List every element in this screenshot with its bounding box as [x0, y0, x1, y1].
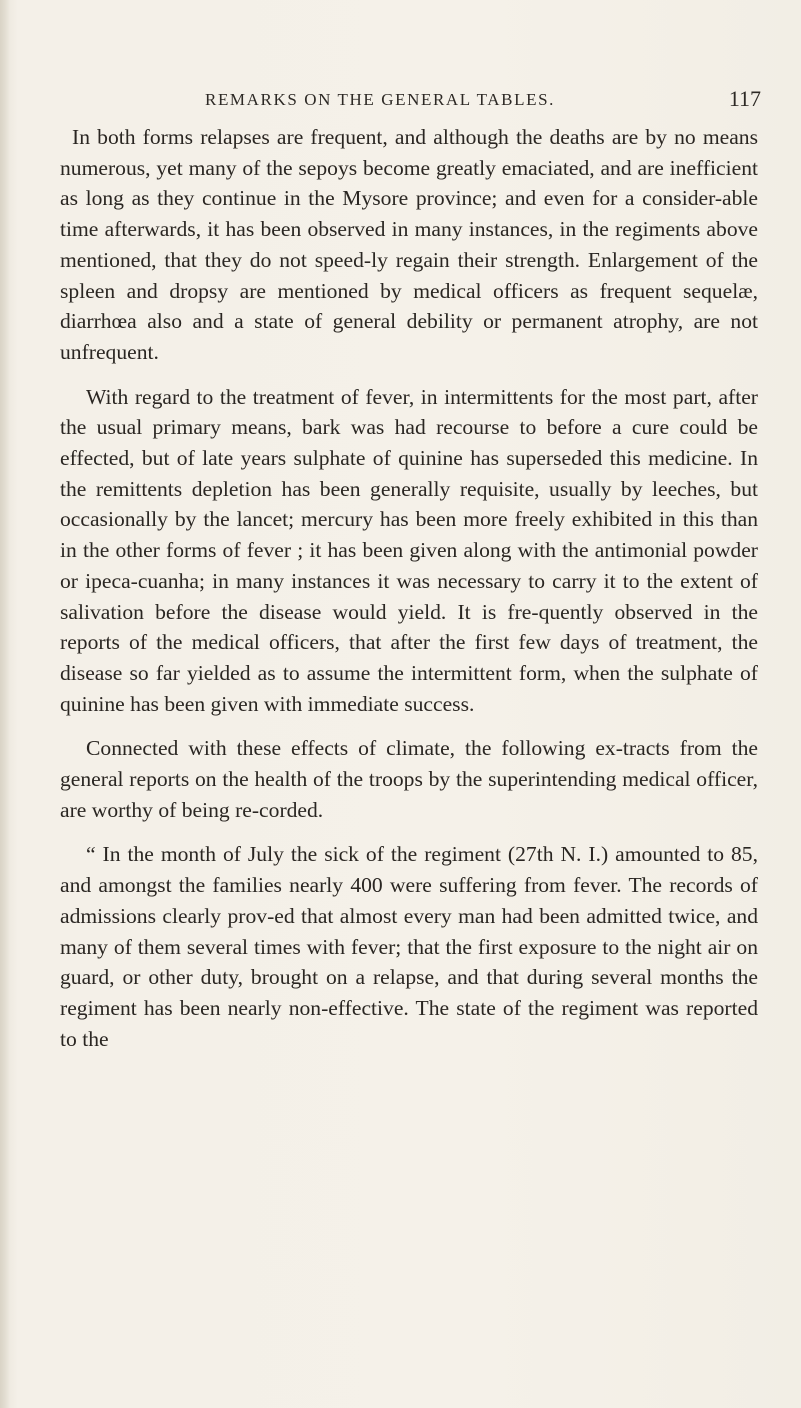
body-text [60, 122, 758, 1068]
paragraph-extracts-intro: Connected with these effects of climate, the following ex-tracts from the general reports on the health of the troops by the superintending medical officer, are worthy of being re-corded. [60, 736, 758, 822]
page-number: 117 [728, 86, 761, 111]
paragraph-relapses: In both forms relapses are frequent, and although the deaths are by no means numerous, yet many of the sepoys become greatly emaciated, and are inefficient as long as they continue in the Mysore province; and even for a consider-able time afterwards, it has been observed in many instances, in the regiments above mentioned, that they do not speed-ly regain their strength. Enlargement of the spleen and dropsy are mentioned by medical officers as frequent sequelæ, diarrhœa also and a state of general debility or permanent atrophy, are not unfrequent. [60, 125, 758, 364]
page-edge-shadow [0, 0, 10, 1408]
paragraph-quotation: “ In the month of July the sick of the regiment (27th N. I.) amounted to 85, and amongst the families nearly 400 were suffering from fever. The records of admissions clearly prov-ed that almost every man had been admitted twice, and many of them several times with fever; that the first exposure to the night air on guard, or other duty, brought on a relapse, and that during several months the regiment has been nearly non-effective. The state of the regiment was reported to the [60, 842, 758, 1051]
page-header [205, 86, 761, 116]
running-head: REMARKS ON THE GENERAL TABLES. [205, 90, 555, 109]
paragraph-treatment: With regard to the treatment of fever, in intermittents for the most part, after the usual primary means, bark was had recourse to before a cure could be effected, but of late years sulphate of quinine has superseded this medicine. In the remittents depletion has been generally requisite, usually by leeches, but occasionally by the lancet; mercury has been more freely exhibited in this than in the other forms of fever ; it has been given along with the antimonial powder or ipeca-cuanha; in many instances it was necessary to carry it to the extent of salivation before the disease would yield. It is fre-quently observed in the reports of the medical officers, that after the first few days of treatment, the disease so far yielded as to assume the intermittent form, when the sulphate of quinine has been given with immediate success. [60, 384, 758, 716]
